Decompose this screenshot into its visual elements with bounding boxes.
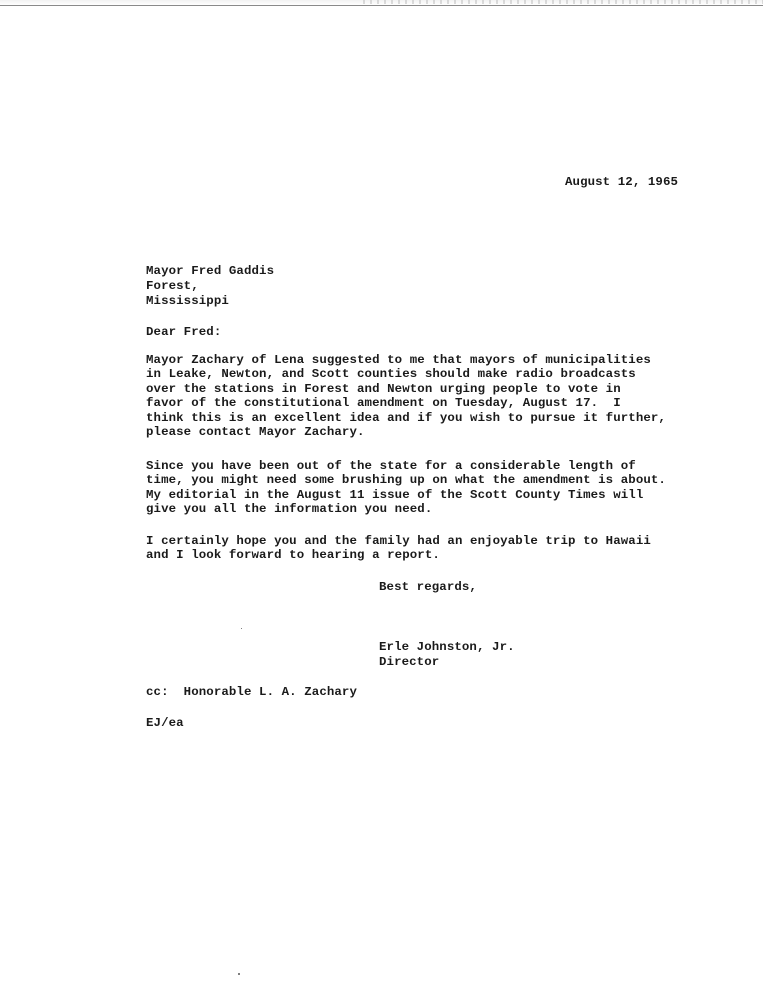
paragraph-line: My editorial in the August 11 issue of the Scott County Times will [146, 487, 644, 502]
paragraph-line: and I look forward to hearing a report. [146, 548, 440, 563]
cc-line: cc: Honorable L. A. Zachary [146, 685, 357, 699]
paragraph-line: Since you have been out of the state for a considerable length of [146, 459, 636, 473]
salutation: Dear Fred: [146, 325, 222, 339]
paragraph-line: I certainly hope you and the family had an enjoyable trip to Hawaii [146, 534, 651, 548]
signer-name: Erle Johnston, Jr. [379, 640, 515, 654]
paragraph-1 [146, 353, 666, 439]
paragraph-line: please contact Mayor Zachary. [146, 425, 365, 440]
typist-initials: EJ/ea [146, 716, 184, 730]
paragraph-line: favor of the constitutional amendment on Tuesday, August 17. I [146, 396, 621, 411]
scan-speck [238, 973, 240, 975]
recipient-state: Mississippi [146, 294, 229, 308]
paragraph-line: in Leake, Newton, and Scott counties should make radio broadcasts [146, 367, 636, 382]
signer-title: Director [379, 655, 440, 669]
paragraph-line: time, you might need some brushing up on what the amendment is about. [146, 473, 666, 488]
paragraph-3 [146, 534, 651, 563]
paragraph-line: give you all the information you need. [146, 502, 433, 517]
paragraph-line: over the stations in Forest and Newton urging people to vote in [146, 381, 621, 396]
recipient-name: Mayor Fred Gaddis [146, 264, 275, 278]
letter-date: August 12, 1965 [565, 175, 679, 189]
scan-speck [241, 628, 242, 629]
closing: Best regards, [379, 580, 477, 594]
recipient-city: Forest, [146, 279, 199, 293]
scan-noise [363, 0, 763, 4]
paragraph-line: think this is an excellent idea and if you wish to pursue it further, [146, 410, 666, 425]
paragraph-line: Mayor Zachary of Lena suggested to me that mayors of municipalities [146, 353, 651, 367]
paragraph-2 [146, 459, 666, 517]
